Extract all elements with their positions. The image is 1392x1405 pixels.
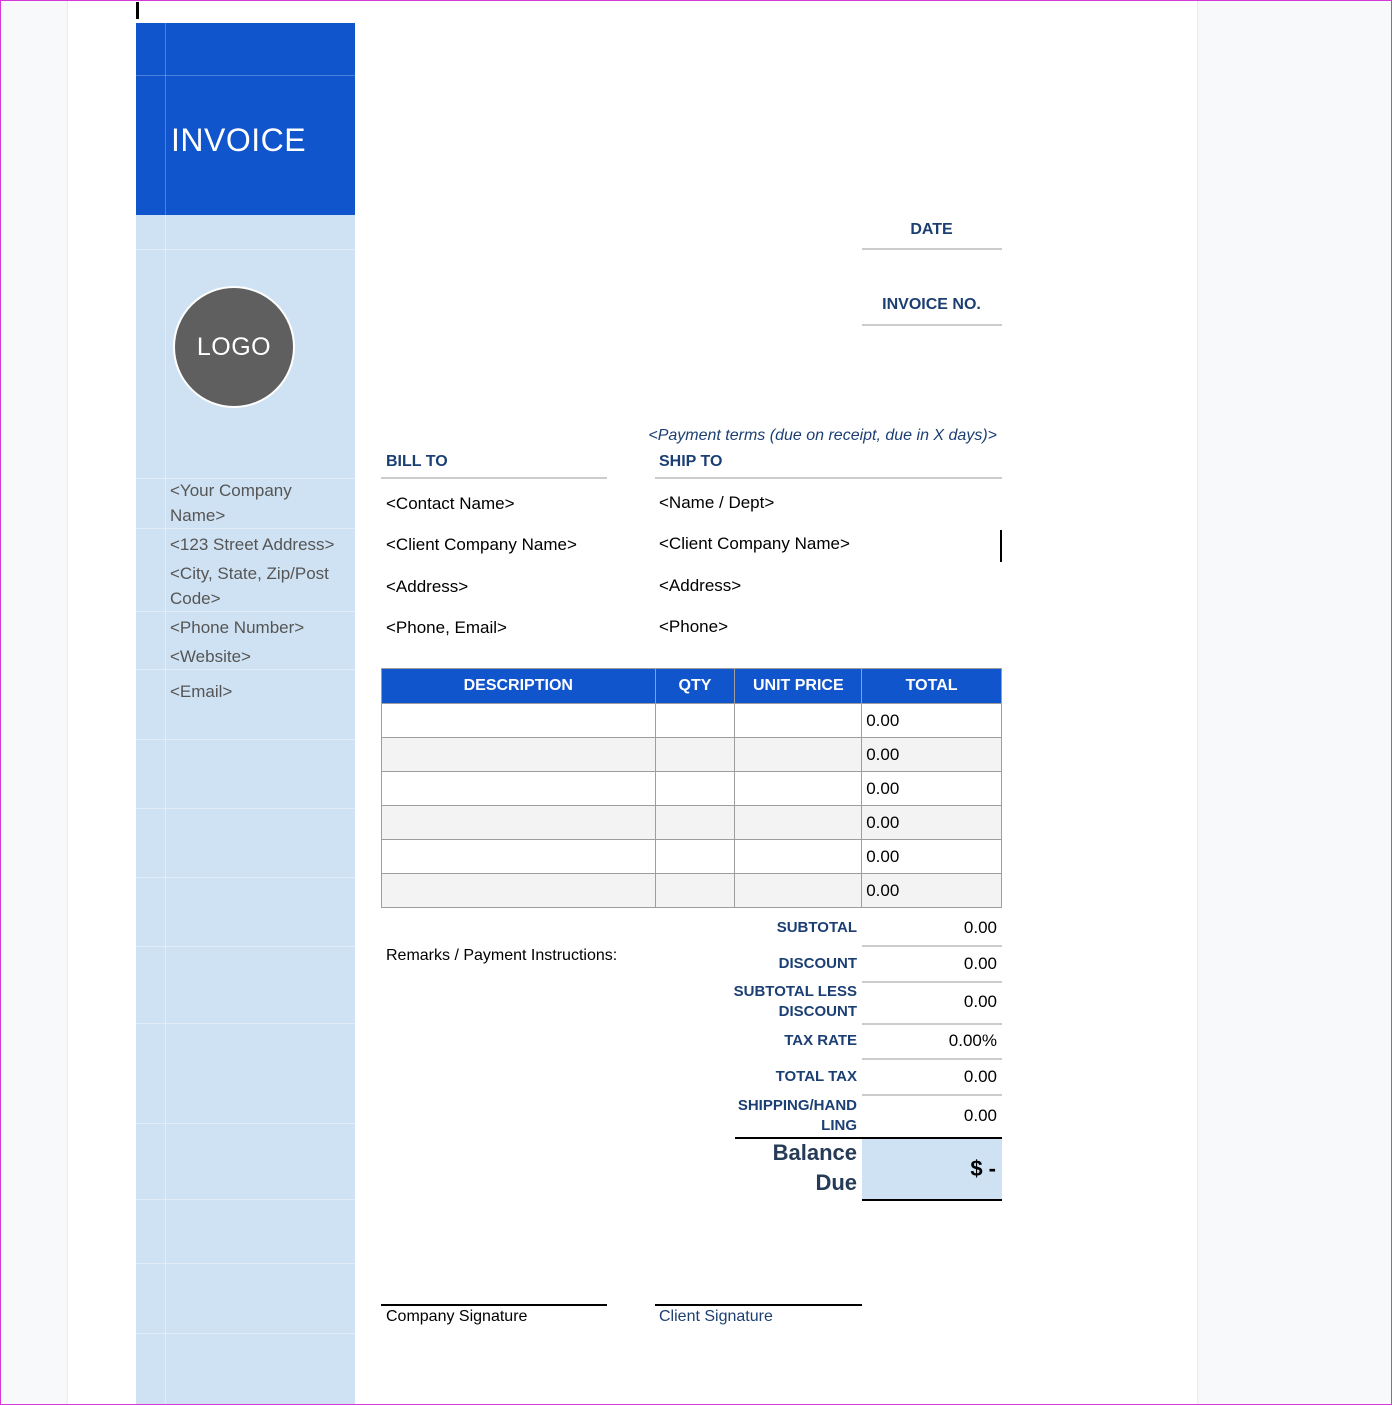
discount-label: DISCOUNT <box>778 955 857 972</box>
description-cell[interactable] <box>382 704 656 738</box>
client-signature-line[interactable] <box>655 1304 862 1306</box>
sidebar-gridline <box>165 23 166 1405</box>
bill-to-label: BILL TO <box>386 453 448 470</box>
table-row <box>382 806 1002 840</box>
company-name[interactable]: <Your Company Name> <box>170 481 292 525</box>
company-street[interactable]: <123 Street Address> <box>170 535 335 554</box>
unit-price-cell[interactable] <box>735 874 862 908</box>
discount-value[interactable]: 0.00 <box>963 954 997 973</box>
client-signature-label: Client Signature <box>659 1308 773 1325</box>
description-cell[interactable] <box>382 840 656 874</box>
sidebar-gridline <box>136 1333 355 1334</box>
sidebar-gridline <box>136 1023 355 1024</box>
tax-rate-label: TAX RATE <box>784 1032 857 1049</box>
bill-to-address[interactable]: <Address> <box>386 577 469 596</box>
total-tax-label: TOTAL TAX <box>775 1068 857 1085</box>
invoice-header <box>136 23 355 215</box>
shipping-label-line: LING <box>821 1117 857 1134</box>
qty-cell[interactable] <box>655 806 735 840</box>
sidebar-gridline <box>136 611 355 612</box>
subtotal-label: SUBTOTAL <box>776 919 857 936</box>
summary-rule <box>862 1094 1002 1096</box>
company-city[interactable]: <City, State, Zip/Post Code> <box>170 564 329 608</box>
description-cell[interactable] <box>382 772 656 806</box>
shipping-value[interactable]: 0.00 <box>963 1106 997 1125</box>
description-cell[interactable] <box>382 874 656 908</box>
qty-cell[interactable] <box>655 874 735 908</box>
logo-placeholder[interactable] <box>173 286 295 408</box>
tax-rate-value[interactable]: 0.00% <box>948 1031 997 1050</box>
table-header-row <box>382 669 1002 704</box>
balance-due-value[interactable]: $ - <box>862 1139 1002 1201</box>
sidebar-gridline <box>136 877 355 878</box>
invoice-no-label: INVOICE NO. <box>882 296 981 313</box>
column-header-unit-price: UNIT PRICE <box>735 669 862 704</box>
sidebar-gridline <box>136 946 355 947</box>
sidebar-gridline <box>136 528 355 529</box>
qty-cell[interactable] <box>655 840 735 874</box>
company-signature-line[interactable] <box>381 1304 607 1306</box>
table-row <box>382 704 1002 738</box>
ship-to-company[interactable]: <Client Company Name> <box>659 534 850 553</box>
line-items-table <box>381 668 1002 908</box>
column-header-description: DESCRIPTION <box>382 669 656 704</box>
ship-to-rule <box>655 477 1002 479</box>
ship-to-address[interactable]: <Address> <box>659 576 742 595</box>
total-cell[interactable]: 0.00 <box>862 738 1002 772</box>
unit-price-cell[interactable] <box>735 772 862 806</box>
ship-to-name[interactable]: <Name / Dept> <box>659 493 775 512</box>
total-cell[interactable]: 0.00 <box>862 704 1002 738</box>
date-label: DATE <box>910 221 953 238</box>
description-cell[interactable] <box>382 738 656 772</box>
bill-to-rule <box>381 477 607 479</box>
bill-to-company[interactable]: <Client Company Name> <box>386 535 577 554</box>
total-cell[interactable]: 0.00 <box>862 840 1002 874</box>
total-cell[interactable]: 0.00 <box>862 772 1002 806</box>
balance-due-label-line: Due <box>815 1170 857 1195</box>
invoice-title[interactable]: INVOICE <box>171 122 307 158</box>
table-row <box>382 772 1002 806</box>
column-header-qty: QTY <box>655 669 735 704</box>
table-row <box>382 874 1002 908</box>
total-cell[interactable]: 0.00 <box>862 874 1002 908</box>
sidebar-gridline <box>136 249 355 250</box>
unit-price-cell[interactable] <box>735 738 862 772</box>
subtotal-less-discount-label-line: DISCOUNT <box>778 1003 857 1020</box>
text-cursor <box>136 2 139 19</box>
summary-rule <box>862 981 1002 983</box>
subtotal-less-discount-value[interactable]: 0.00 <box>963 992 997 1011</box>
summary-rule <box>862 945 1002 947</box>
logo-text: LOGO <box>196 332 272 361</box>
unit-price-cell[interactable] <box>735 806 862 840</box>
company-signature-label: Company Signature <box>386 1308 528 1325</box>
total-tax-value[interactable]: 0.00 <box>963 1067 997 1086</box>
company-email[interactable]: <Email> <box>170 682 233 701</box>
bill-to-contact[interactable]: <Contact Name> <box>386 494 515 513</box>
invoice-no-field-line[interactable] <box>862 324 1002 326</box>
subtotal-value[interactable]: 0.00 <box>963 918 997 937</box>
header-gridline <box>136 75 355 76</box>
table-row <box>382 738 1002 772</box>
qty-cell[interactable] <box>655 704 735 738</box>
payment-terms[interactable]: <Payment terms (due on receipt, due in X days)> <box>648 427 997 444</box>
sidebar-gridline <box>136 808 355 809</box>
ship-to-label: SHIP TO <box>659 453 723 470</box>
shipping-label <box>738 1096 857 1136</box>
summary-rule <box>862 1023 1002 1025</box>
description-cell[interactable] <box>382 806 656 840</box>
shipping-label-line: SHIPPING/HAND <box>737 1097 857 1114</box>
sidebar-gridline <box>136 669 355 670</box>
total-cell[interactable]: 0.00 <box>862 806 1002 840</box>
remarks-label[interactable]: Remarks / Payment Instructions: <box>386 947 618 964</box>
sidebar-gridline <box>136 1199 355 1200</box>
subtotal-less-discount-label <box>734 982 857 1022</box>
ship-to-phone[interactable]: <Phone> <box>659 617 729 636</box>
column-header-total: TOTAL <box>862 669 1002 704</box>
sidebar-gridline <box>136 1123 355 1124</box>
summary-rule <box>862 1058 1002 1060</box>
date-field-line[interactable] <box>862 248 1002 250</box>
unit-price-cell[interactable] <box>735 704 862 738</box>
company-sidebar <box>136 23 355 1405</box>
sidebar-gridline <box>136 739 355 740</box>
company-website[interactable]: <Website> <box>170 647 251 666</box>
bill-to-phone-email[interactable]: <Phone, Email> <box>386 618 507 637</box>
header-gridline <box>165 23 166 215</box>
balance-due-label-line: Balance <box>772 1140 857 1165</box>
text-cursor <box>1000 530 1002 562</box>
qty-cell[interactable] <box>655 772 735 806</box>
subtotal-less-discount-label-line: SUBTOTAL LESS <box>733 983 857 1000</box>
balance-due-label <box>773 1138 857 1198</box>
table-row <box>382 840 1002 874</box>
unit-price-cell[interactable] <box>735 840 862 874</box>
qty-cell[interactable] <box>655 738 735 772</box>
sidebar-gridline <box>136 1263 355 1264</box>
company-phone[interactable]: <Phone Number> <box>170 618 305 637</box>
